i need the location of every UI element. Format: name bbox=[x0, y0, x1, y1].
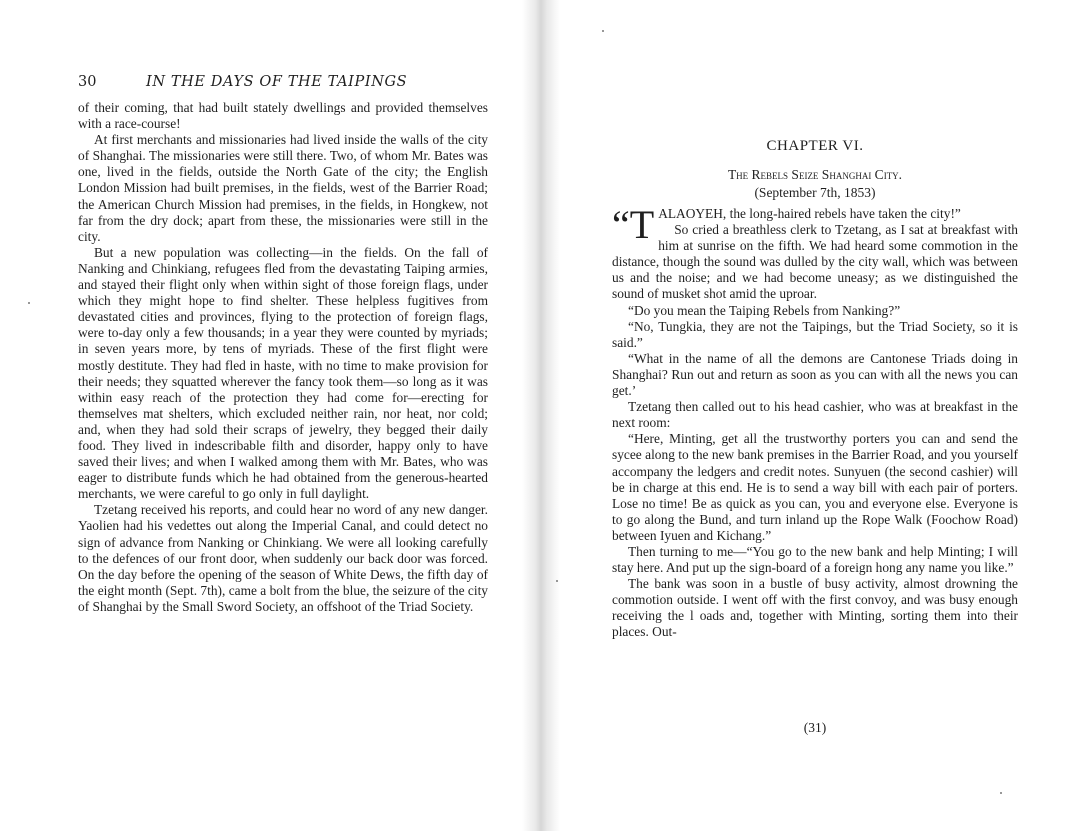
paragraph: “No, Tungkia, they are not the Taipings, but the Triad Society, so it is said.” bbox=[612, 318, 1018, 350]
chapter-subtitle: The Rebels Seize Shanghai City. bbox=[727, 167, 903, 182]
scan-speck bbox=[556, 580, 558, 582]
opening-text: ALAOYEH, the long-haired rebels have taken the city!” bbox=[658, 206, 961, 221]
paragraph: “Here, Minting, get all the trustworthy porters you can and send the sycee along to the new bank premises in the Barrier Road, and you yourself accompany the ledgers and credit notes. Sunyuen (the second cashier) will be in charge at this end. He is to send a way bill with each pair of porters. Lose no time! Be as quick as you can, you and everyone else. Everyone is to go along the Bund, and turn inland up the Rope Walk (Foochow Road) between Iyuen and Kichang.” bbox=[612, 431, 1018, 543]
scan-speck bbox=[1000, 792, 1002, 794]
paragraph: At first merchants and missionaries had lived inside the walls of the city of Shanghai. The missionaries were still there. Two, of whom Mr. Bates was one, lived in the fields, outside the North Gate of the city; the English London Mission had built premises, in the fields, west of the Barrier Road; the American Church Mission had premises, in the fields, in Hongkew, not far from the dry dock; apart from these, the missionaries were still in the city. bbox=[78, 132, 488, 244]
paragraph: “Do you mean the Taiping Rebels from Nanking?” bbox=[628, 302, 901, 318]
paragraph: So cried a breathless clerk to Tzetang, as I sat at breakfast with him at sunrise on the fifth. We had heard some commotion in the distance, though the sound was dulled by the city wall, which was between us and the noise; and we had become uneasy; as we distinguished the sound of musket shot amid the uproar. bbox=[612, 222, 1018, 302]
scan-speck bbox=[602, 30, 604, 32]
scan-speck bbox=[28, 302, 30, 304]
paragraph: The bank was soon in a bustle of busy activity, almost drowning the commotion outside. I went off with the first convoy, and was busy enough receiving the l oads and, together with Minting, sorting them into their places. Out- bbox=[612, 576, 1018, 640]
chapter-date: (September 7th, 1853) bbox=[754, 185, 876, 200]
paragraph: of their coming, that had built stately dwellings and provided themselves with a race-course! bbox=[78, 100, 488, 132]
opening-paragraph bbox=[612, 202, 1018, 247]
paragraph: Tzetang then called out to his head cashier, who was at breakfast in the next room: bbox=[612, 399, 1018, 431]
page-number: 30 bbox=[78, 74, 97, 90]
running-head bbox=[78, 72, 488, 92]
paragraph: Tzetang received his reports, and could hear no word of any new danger. Yaolien had his vedettes out along the Imperial Canal, and could detect no sign of advance from Nanking or Chinkiang. We were all looking carefully to the defences of our front door, when suddenly our back door was forced. On the day before the opening of the season of White Dews, the fifth day of the eight month (Sept. 7th), came a bolt from the blue, the seizure of the city of Shanghai by the Small Sword Society, an offshoot of the Triad Society. bbox=[78, 502, 488, 614]
chapter-heading: CHAPTER VI. bbox=[766, 138, 864, 154]
folio: (31) bbox=[803, 720, 827, 735]
book-gutter bbox=[522, 0, 560, 831]
running-title: IN THE DAYS OF THE TAIPINGS bbox=[146, 74, 408, 90]
right-page-body bbox=[612, 202, 1018, 641]
drop-cap: “T bbox=[612, 202, 655, 247]
left-page-body bbox=[78, 100, 488, 615]
paragraph: But a new population was collecting—in the fields. On the fall of Nanking and Chinkiang, refugees fled from the devastating Taiping armies, and stayed their flight only when within sight of those foreign flags, under which they might hope to find shelter. These helpless fugitives from devastated cities and provinces, flying to the protection of foreign flags, were to-day only a few thousands; in a year they were counted by myriads; in seven years more, by tens of myriads. These of the first flight were mostly destitute. They had fled in haste, with no time to make provision for their needs; they squatted wherever the fancy took them—so long as it was within easy reach of the protection they had come for—erecting for themselves mat shelters, which excluded neither rain, nor heat, nor cold; and, when they had sold their scraps of jewelry, they begged their daily food. They lived in indescribable filth and disorder, happy only to have saved their lives; and when I walked among them with Mr. Bates, who was eager to distribute funds which he had obtained from the generous-hearted merchants, we were careful to go only in full daylight. bbox=[78, 244, 488, 502]
paragraph: Then turning to me—“You go to the new bank and help Minting; I will stay here. And put up the sign-board of a foreign hong any name you like.” bbox=[612, 543, 1018, 576]
paragraph: “What in the name of all the demons are Cantonese Triads doing in Shanghai? Run out and return as soon as you can with all the news you can get.’ bbox=[612, 350, 1018, 399]
